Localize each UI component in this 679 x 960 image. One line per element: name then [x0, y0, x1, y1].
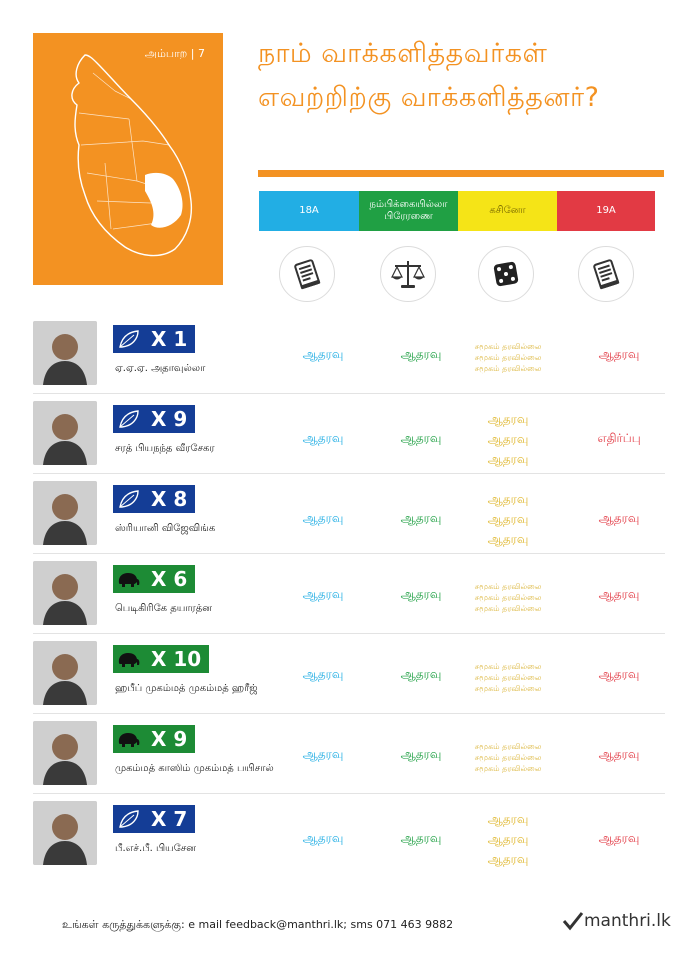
vote-casino-line: ஆதரவு: [487, 832, 529, 846]
preference-number: X 8: [145, 485, 195, 513]
vote-casino-line: சமூகம் தரவில்லை: [474, 353, 542, 362]
row-divider: [33, 793, 665, 794]
party-number-badge: [113, 805, 195, 833]
vote-casino-line: ஆதரவு: [487, 492, 529, 506]
vote-19a: ஆதரவு: [598, 587, 640, 601]
vote-18a: ஆதரவு: [302, 347, 344, 361]
row-divider: [33, 393, 665, 394]
vote-casino: [463, 341, 553, 374]
vote-no-confidence: ஆதரவு: [400, 431, 442, 445]
candidate-photo: [33, 321, 97, 385]
vote-casino-line: ஆதரவு: [487, 412, 529, 426]
vote-no-confidence: ஆதரவு: [400, 587, 442, 601]
party-number-badge: [113, 725, 195, 753]
scales-icon: [380, 246, 436, 302]
vote-casino-line: சமூகம் தரவில்லை: [474, 742, 542, 751]
vote-casino-line: சமூகம் தரவில்லை: [474, 662, 542, 671]
vote-no-confidence: ஆதரவு: [400, 667, 442, 681]
vote-19a: எதிர்ப்பு: [597, 431, 641, 445]
vote-18a: ஆதரவு: [302, 747, 344, 761]
vote-19a: ஆதரவு: [598, 831, 640, 845]
vote-casino: [463, 489, 553, 549]
vote-19a: ஆதரவு: [598, 667, 640, 681]
elephant-icon: [113, 565, 145, 593]
candidate-row: [33, 561, 665, 640]
column-header-18a: 18A: [259, 191, 359, 231]
vote-casino-line: சமூகம் தரவில்லை: [474, 684, 542, 693]
candidate-name: பெடிகிரிகே தயாரத்ன: [115, 603, 212, 614]
preference-number: X 9: [145, 725, 195, 753]
candidate-name: சரத் பியநந்த வீரசேகர: [115, 443, 215, 454]
vote-casino: [463, 661, 553, 694]
check-icon: [562, 910, 584, 932]
dice-icon: [478, 246, 534, 302]
candidate-photo: [33, 401, 97, 465]
row-divider: [33, 633, 665, 634]
leaf-icon: [113, 805, 145, 833]
vote-casino-line: சமூகம் தரவில்லை: [474, 582, 542, 591]
vote-casino-line: சமூகம் தரவில்லை: [474, 673, 542, 682]
candidate-row: [33, 641, 665, 720]
manthri-logo: [562, 910, 671, 932]
vote-casino-line: சமூகம் தரவில்லை: [474, 364, 542, 373]
leaf-icon: [113, 405, 145, 433]
vote-casino-line: ஆதரவு: [487, 852, 529, 866]
preference-number: X 7: [145, 805, 195, 833]
vote-18a: ஆதரவு: [302, 667, 344, 681]
vote-casino-line: சமூகம் தரவில்லை: [474, 593, 542, 602]
logo-text: manthri.lk: [584, 911, 671, 931]
vote-18a: ஆதரவு: [302, 431, 344, 445]
row-divider: [33, 553, 665, 554]
vote-casino-line: ஆதரவு: [487, 812, 529, 826]
preference-number: X 6: [145, 565, 195, 593]
candidate-name: முகம்மத் காஸிம் முகம்மத் பயிசால்: [115, 763, 274, 774]
vote-casino: [463, 581, 553, 614]
party-number-badge: [113, 485, 195, 513]
candidate-name: பீ.எச்.பீ. பியசேன: [115, 843, 196, 854]
leaf-icon: [113, 485, 145, 513]
candidate-photo: [33, 641, 97, 705]
candidate-photo: [33, 561, 97, 625]
vote-no-confidence: ஆதரவு: [400, 831, 442, 845]
vote-casino-line: சமூகம் தரவில்லை: [474, 753, 542, 762]
preference-number: X 10: [145, 645, 209, 673]
vote-casino: [463, 409, 553, 469]
party-number-badge: [113, 325, 195, 353]
page-title-line-1: நாம் வாக்களித்தவர்கள்: [258, 38, 548, 69]
document-icon: [578, 246, 634, 302]
vote-casino-line: ஆதரவு: [487, 532, 529, 546]
vote-18a: ஆதரவு: [302, 587, 344, 601]
candidate-row: [33, 801, 665, 880]
preference-number: X 9: [145, 405, 195, 433]
candidate-row: [33, 721, 665, 800]
candidate-name: ஸ்ரியானி விஜேவிங்க: [115, 523, 216, 534]
leaf-icon: [113, 325, 145, 353]
vote-casino-line: ஆதரவு: [487, 432, 529, 446]
row-divider: [33, 713, 665, 714]
district-label: அம்பாற | 7: [144, 47, 205, 60]
candidate-name: ஏ.ஏ.ஏ. அதாவுல்லா: [115, 363, 206, 374]
vote-19a: ஆதரவு: [598, 347, 640, 361]
column-header-casino: கசினோ: [458, 191, 557, 231]
candidate-photo: [33, 481, 97, 545]
district-map: [33, 33, 223, 285]
feedback-contact: உங்கள் கருத்துக்களுக்கு: e mail feedback@manthri.lk; sms 071 463 9882: [62, 918, 454, 931]
vote-no-confidence: ஆதரவு: [400, 511, 442, 525]
candidate-photo: [33, 801, 97, 865]
document-icon: [279, 246, 335, 302]
row-divider: [33, 473, 665, 474]
candidate-row: [33, 401, 665, 480]
party-number-badge: [113, 645, 209, 673]
preference-number: X 1: [145, 325, 195, 353]
vote-casino: [463, 809, 553, 869]
column-header-no-confidence-motion: நம்பிக்கையில்லா பிரேரணை: [359, 191, 458, 231]
vote-casino-line: சமூகம் தரவில்லை: [474, 604, 542, 613]
title-divider: [258, 170, 664, 177]
candidate-row: [33, 321, 665, 400]
vote-casino-line: சமூகம் தரவில்லை: [474, 342, 542, 351]
candidate-name: ஹபீப் முகம்மத் முகம்மத் ஹரீஜ்: [115, 683, 258, 694]
party-number-badge: [113, 405, 195, 433]
sri-lanka-map-icon: [33, 33, 223, 285]
vote-no-confidence: ஆதரவு: [400, 747, 442, 761]
vote-19a: ஆதரவு: [598, 511, 640, 525]
candidate-row: [33, 481, 665, 560]
vote-casino-line: ஆதரவு: [487, 452, 529, 466]
vote-casino-line: ஆதரவு: [487, 512, 529, 526]
party-number-badge: [113, 565, 195, 593]
vote-casino: [463, 741, 553, 774]
page-title-line-2: எவற்றிற்கு வாக்களித்தனர்?: [258, 82, 600, 113]
vote-casino-line: சமூகம் தரவில்லை: [474, 764, 542, 773]
candidate-photo: [33, 721, 97, 785]
vote-18a: ஆதரவு: [302, 831, 344, 845]
vote-19a: ஆதரவு: [598, 747, 640, 761]
vote-18a: ஆதரவு: [302, 511, 344, 525]
vote-no-confidence: ஆதரவு: [400, 347, 442, 361]
elephant-icon: [113, 725, 145, 753]
elephant-icon: [113, 645, 145, 673]
column-header-19a: 19A: [557, 191, 655, 231]
